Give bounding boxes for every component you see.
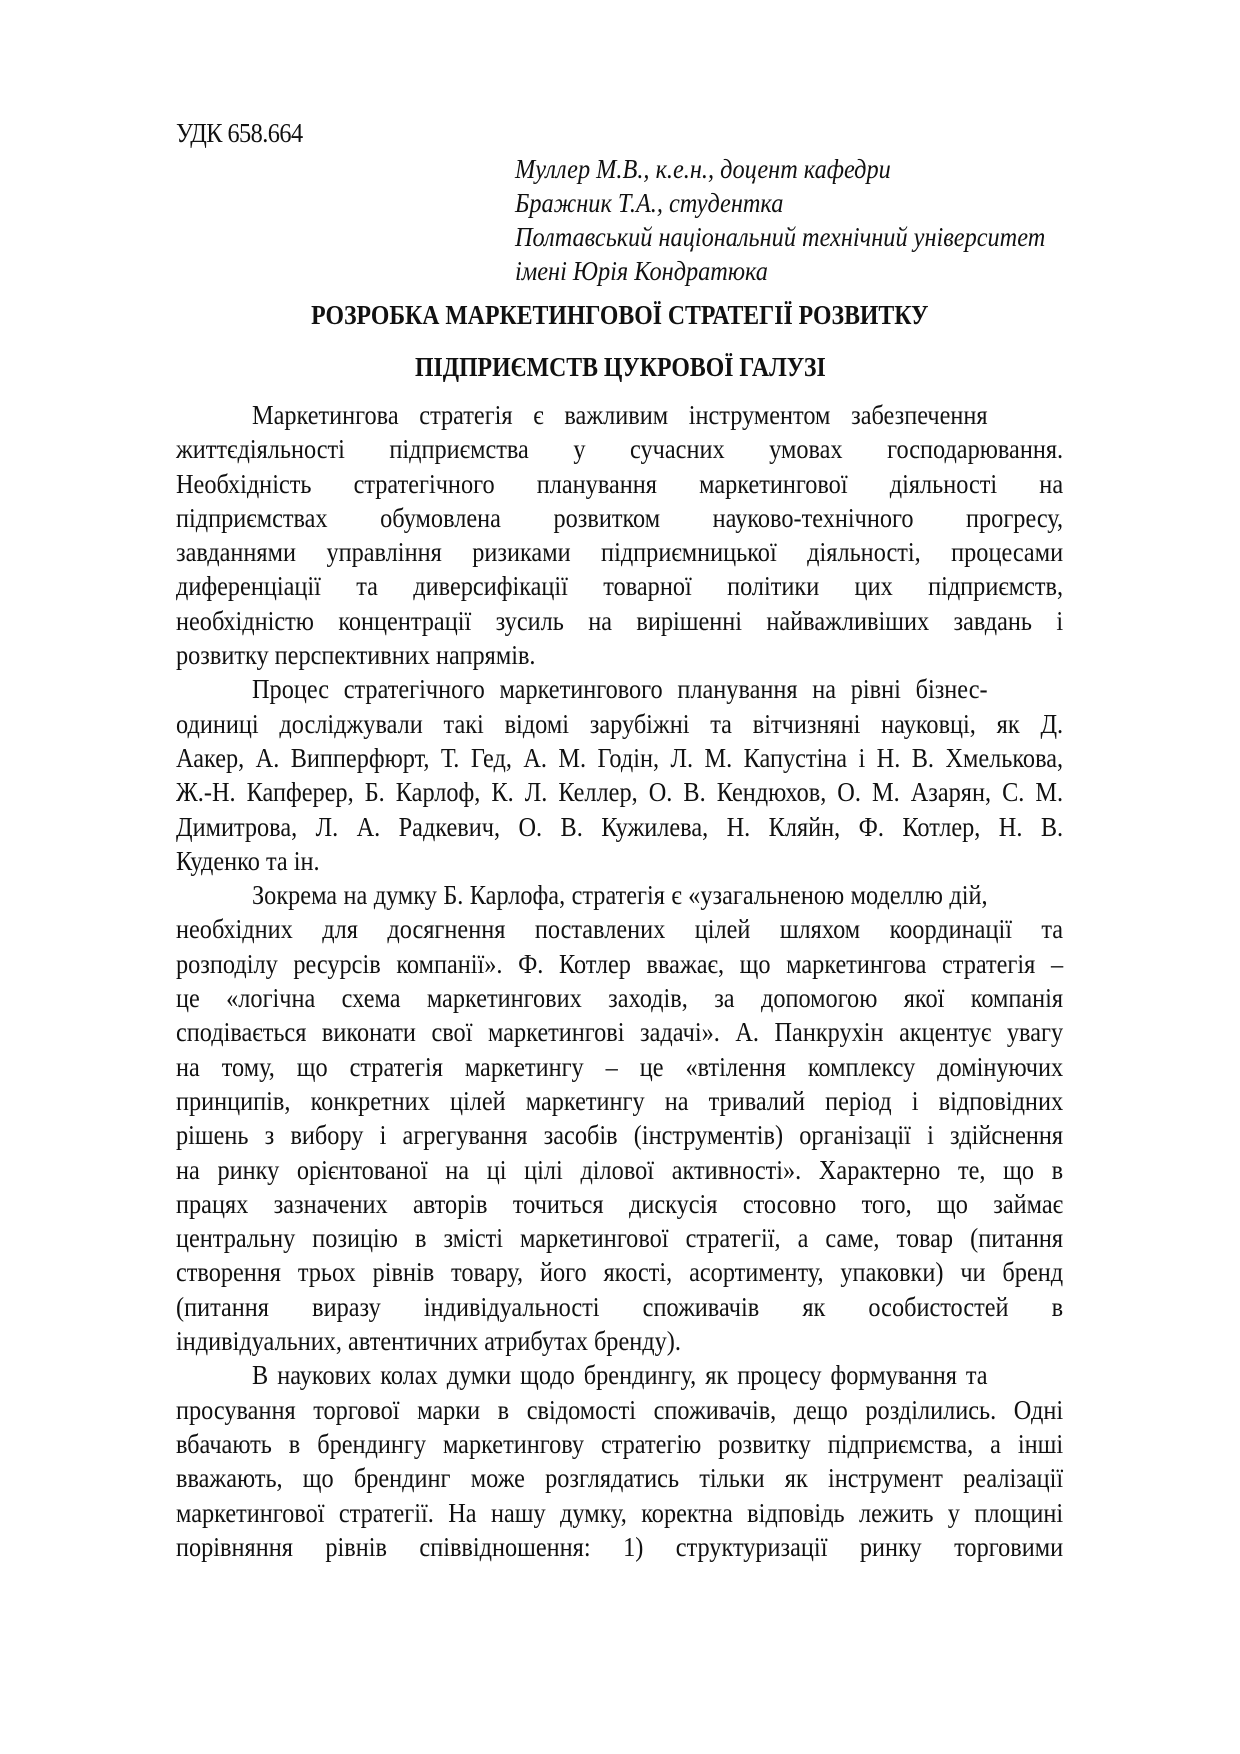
text-line: необхідністю концентрації зусиль на вирішенні найважливіших завдань і bbox=[176, 605, 1064, 636]
text-line: підприємствах обумовлена розвитком науково-технічного прогресу, bbox=[176, 502, 1064, 533]
article-title-line-2: ПІДПРИЄМСТВ ЦУКРОВОЇ ГАЛУЗІ bbox=[414, 352, 826, 382]
affiliation-line: імені Юрія Кондратюка bbox=[515, 256, 768, 286]
text-line: розподілу ресурсів компанії». Ф. Котлер вважає, що маркетингова стратегія – bbox=[176, 948, 1064, 979]
text-line: рішень з вибору і агрегування засобів (інструментів) організації і здійснення bbox=[176, 1120, 1064, 1151]
text-line: Димитрова, Л. А. Радкевич, О. В. Кужилева, Н. Кляйн, Ф. Котлер, Н. В. bbox=[176, 811, 1064, 842]
author-line: Муллер М.В., к.е.н., доцент кафедри bbox=[515, 154, 891, 184]
text-line: (питання виразу індивідуальності споживачів як особистостей в bbox=[176, 1291, 1064, 1322]
author-block bbox=[515, 152, 1104, 288]
text-line: сподівається виконати свої маркетингові задачі». А. Панкрухін акцентує увагу bbox=[176, 1017, 1064, 1048]
text-line: центральну позицію в змісті маркетингової стратегії, а саме, товар (питання bbox=[176, 1223, 1064, 1254]
text-line: вбачають в брендингу маркетингову стратегію розвитку підприємства, а інші bbox=[176, 1428, 1064, 1459]
author-line: Бражник Т.А., студентка bbox=[515, 188, 784, 218]
text-line: життєдіяльності підприємства у сучасних умовах господарювання. bbox=[176, 434, 1064, 465]
text-line: Необхідність стратегічного планування маркетингової діяльності на bbox=[176, 468, 1064, 499]
text-line: працях зазначених авторів точиться дискусія стосовно того, що займає bbox=[176, 1188, 1064, 1219]
text-line: на тому, що стратегія маркетингу – це «втілення комплексу домінуючих bbox=[176, 1051, 1064, 1082]
text-line: на ринку орієнтованої на ці цілі ділової активності». Характерно те, що в bbox=[176, 1154, 1064, 1185]
article-title-line-1: РОЗРОБКА МАРКЕТИНГОВОЇ СТРАТЕГІЇ РОЗВИТКУ bbox=[311, 300, 929, 330]
text-line: Процес стратегічного маркетингового планування на рівні бізнес- bbox=[252, 674, 988, 705]
text-line: В наукових колах думки щодо брендингу, як процесу формування та bbox=[252, 1360, 988, 1391]
text-line: Зокрема на думку Б. Карлофа, стратегія є «узагальненою моделлю дій, bbox=[252, 880, 988, 911]
article-body bbox=[176, 398, 1064, 1564]
text-line: це «логічна схема маркетингових заходів, за допомогою якої компанія bbox=[176, 983, 1064, 1014]
text-line: принципів, конкретних цілей маркетингу на тривалий період і відповідних bbox=[176, 1085, 1064, 1116]
text-line: просування торгової марки в свідомості споживачів, дещо розділились. Одні bbox=[176, 1394, 1064, 1425]
udk-code: УДК 658.664 bbox=[176, 118, 303, 148]
text-line: порівняння рівнів співвідношення: 1) структуризації ринку торговими bbox=[176, 1531, 1064, 1562]
text-line: Куденко та ін. bbox=[176, 845, 320, 876]
text-line: розвитку перспективних напрямів. bbox=[176, 640, 536, 671]
text-line: маркетингової стратегії. На нашу думку, коректна відповідь лежить у площині bbox=[176, 1497, 1064, 1528]
text-line: Ж.-Н. Капферер, Б. Карлоф, К. Л. Келлер, О. В. Кендюхов, О. М. Азарян, С. М. bbox=[176, 777, 1064, 808]
affiliation-line: Полтавський національний технічний університет bbox=[515, 222, 1046, 252]
text-line: одиниці досліджували такі відомі зарубіжні та вітчизняні науковці, як Д. bbox=[176, 708, 1064, 739]
text-line: завданнями управління ризиками підприємницької діяльності, процесами bbox=[176, 537, 1064, 568]
text-line: диференціації та диверсифікації товарної політики цих підприємств, bbox=[176, 571, 1064, 602]
text-line: вважають, що брендинг може розглядатись тільки як інструмент реалізації bbox=[176, 1463, 1064, 1494]
text-line: необхідних для досягнення поставлених цілей шляхом координації та bbox=[176, 914, 1064, 945]
text-line: індивідуальних, автентичних атрибутах бренду). bbox=[176, 1326, 681, 1357]
text-line: Аакер, А. Випперфюрт, Т. Гед, А. М. Годін, Л. М. Капустіна і Н. В. Хмелькова, bbox=[176, 742, 1064, 773]
text-line: створення трьох рівнів товару, його якості, асортименту, упаковки) чи бренд bbox=[176, 1257, 1064, 1288]
text-line: Маркетингова стратегія є важливим інструментом забезпечення bbox=[252, 400, 988, 430]
